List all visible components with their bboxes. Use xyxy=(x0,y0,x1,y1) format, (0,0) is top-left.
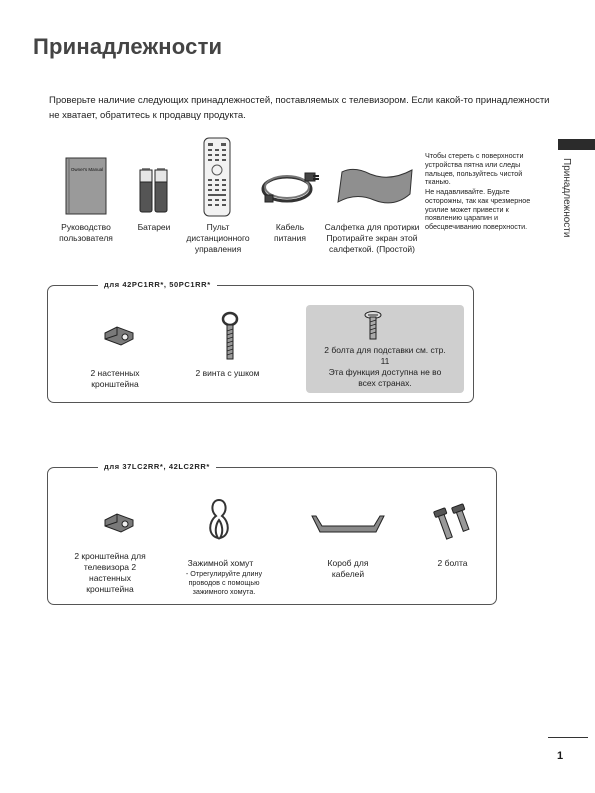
cable-box-caption: Короб для кабелей xyxy=(327,558,369,579)
cable-caption: Кабель питания xyxy=(274,222,306,243)
screws-icon xyxy=(432,503,472,543)
cleaning-cloth-icon xyxy=(334,164,418,212)
footer-rule xyxy=(548,737,588,738)
clamp-note: - Отрегулируйте длину проводов с помощью зажимного хомута. xyxy=(185,569,263,596)
cloth-note-1: Чтобы стереть с поверхности устройства пятна или следы пальцев, пользуйтесь чистой тканью. xyxy=(425,151,524,187)
wall-bracket-icon xyxy=(103,323,137,349)
power-cable-icon xyxy=(257,163,323,209)
page-number: 1 xyxy=(557,750,564,762)
battery-icon xyxy=(139,167,169,213)
manual-icon xyxy=(65,157,107,215)
cloth-note-2: Не надавливайте. Будьте осторожны, так как чрезмерное усилие может привести к появлению царапин и обесцвечиванию поверхности. xyxy=(425,187,531,232)
remote-caption: Пульт дистанционного управления xyxy=(186,222,250,254)
box-lcd-label: для 37LC2RR*, 42LC2RR* xyxy=(98,462,216,471)
availability-note: Эта функция доступна не во всех странах. xyxy=(328,367,442,388)
lcd-brackets-caption: 2 кронштейна для телевизора 2 настенных кронштейна xyxy=(74,551,146,594)
side-tab-marker xyxy=(558,139,595,150)
cable-management-icon xyxy=(310,512,386,538)
eye-bolts-caption: 2 винта с ушком xyxy=(195,368,260,378)
clamp-caption: Зажимной хомут xyxy=(187,558,254,568)
bolts-caption: 2 болта xyxy=(437,558,468,568)
eye-bolt-icon xyxy=(220,311,240,361)
page-title: Принадлежности xyxy=(33,34,223,59)
wall-brackets-caption: 2 настенных кронштейна xyxy=(90,368,140,389)
box-plasma-label: для 42PC1RR*, 50PC1RR* xyxy=(98,280,217,289)
cable-clamp-icon xyxy=(204,496,234,544)
intro-text: Проверьте наличие следующих принадлежностей, поставляемых с телевизором. Если какой-то принадлежности не хватает, обратитесь к продавцу продукта. xyxy=(49,95,550,121)
tv-bracket-icon xyxy=(103,510,137,536)
cloth-caption: Салфетка для протирки Протирайте экран этой салфеткой. (Простой) xyxy=(324,222,420,254)
remote-control-icon xyxy=(203,137,231,217)
stand-bolt-icon xyxy=(364,311,382,341)
side-section-label: Принадлежности xyxy=(561,158,572,238)
batteries-caption: Батареи xyxy=(137,222,171,232)
manual-cover-text: Owner's Manual xyxy=(70,167,104,172)
manual-caption: Руководство пользователя xyxy=(59,222,113,243)
stand-bolts-caption: 2 болта для подставки см. стр. 11 xyxy=(324,345,446,366)
